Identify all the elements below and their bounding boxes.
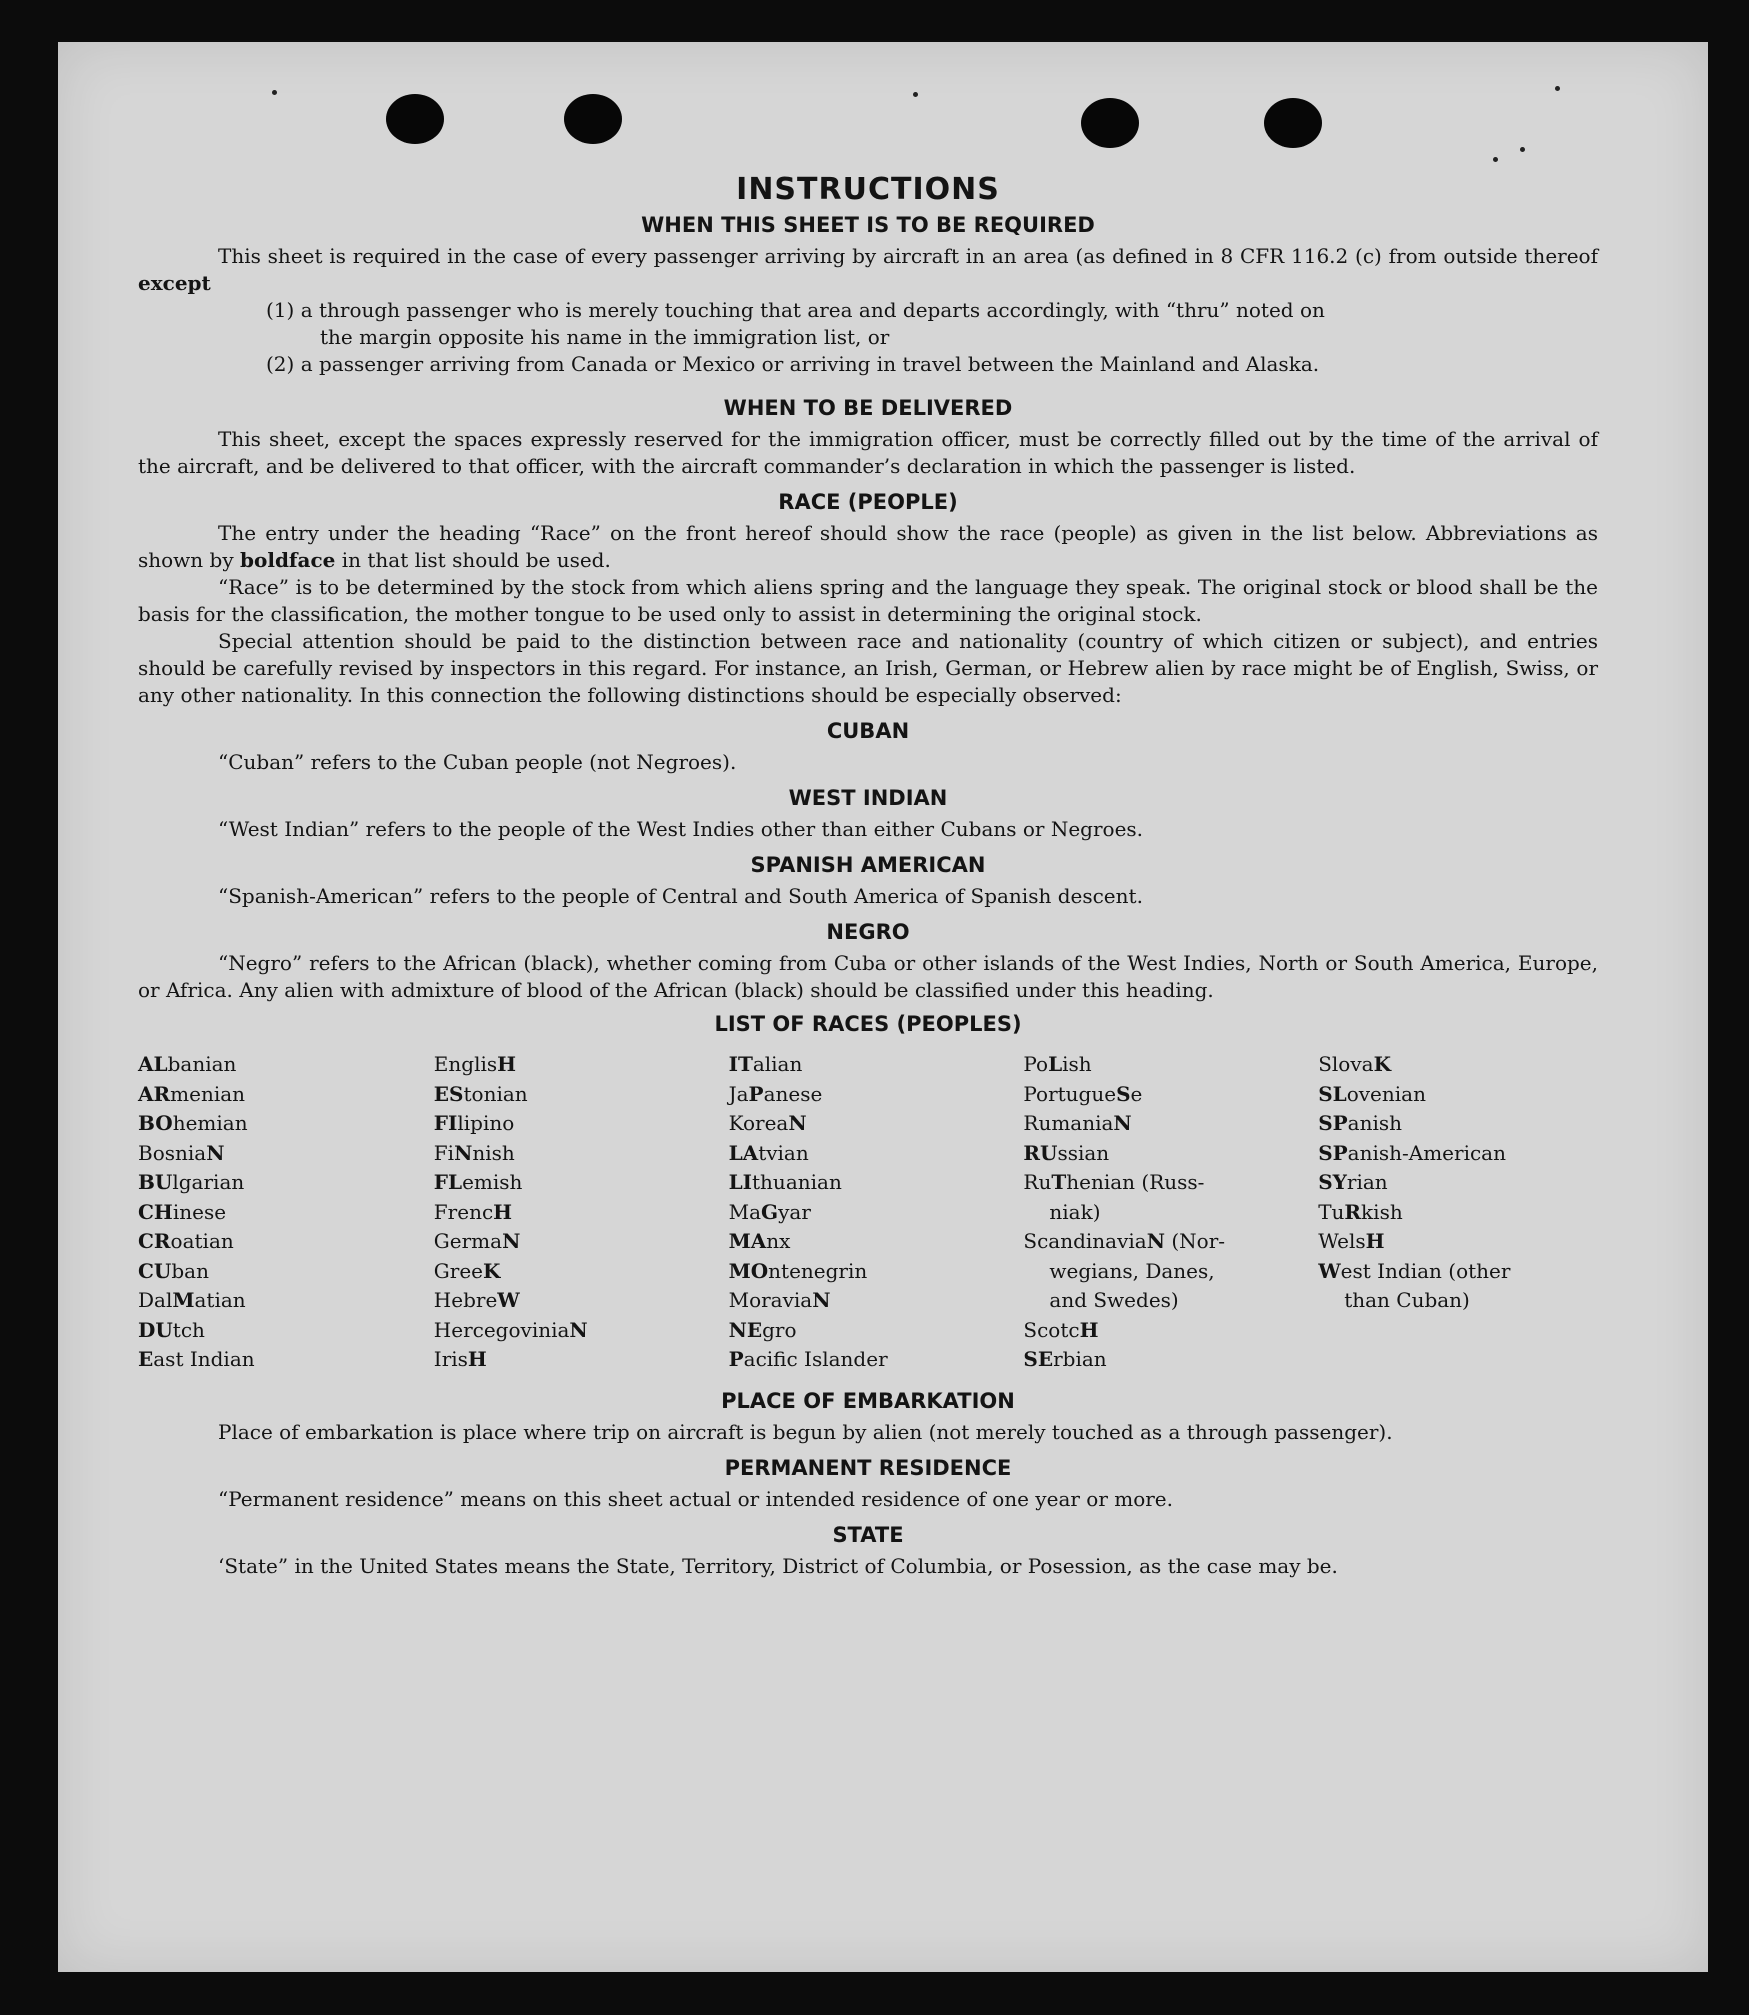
section-heading-negro: NEGRO	[826, 920, 910, 944]
dust-speck	[1520, 147, 1525, 152]
dust-speck	[272, 90, 277, 95]
race-text: est Indian (other	[1340, 1258, 1511, 1283]
race-abbrev: DU	[138, 1317, 173, 1342]
race-text: Portugue	[1023, 1081, 1117, 1106]
race-text: Tu	[1318, 1199, 1345, 1224]
race-abbrev: N	[569, 1317, 588, 1342]
race-p1-end: in that list should be used.	[335, 548, 611, 572]
race-abbrev: MA	[728, 1229, 767, 1253]
race-text: Gree	[433, 1258, 484, 1283]
race-entry	[1318, 1227, 1598, 1257]
section-heading-west-indian: WEST INDIAN	[788, 786, 948, 810]
race-entry	[138, 1198, 434, 1228]
race-text: anish	[1347, 1111, 1403, 1135]
punch-hole	[1081, 98, 1139, 148]
race-entry	[1023, 1286, 1318, 1316]
races-list	[138, 1050, 1598, 1375]
race-text: thuanian	[752, 1170, 842, 1194]
race-text: ish	[1062, 1052, 1092, 1076]
race-text: Frenc	[433, 1199, 494, 1224]
instructions-content	[138, 172, 1598, 1580]
race-text: Ru	[1023, 1170, 1052, 1194]
race-entry	[1318, 1257, 1598, 1287]
race-abbrev: H	[467, 1347, 487, 1371]
race-column	[1023, 1050, 1318, 1375]
race-abbrev: AR	[138, 1081, 171, 1106]
race-entry	[434, 1080, 729, 1110]
punch-hole	[1264, 98, 1322, 148]
section-heading-spanish-american: SPANISH AMERICAN	[750, 853, 986, 877]
race-entry	[729, 1227, 1024, 1257]
section-heading-race: RACE (PEOPLE)	[778, 490, 958, 514]
race-abbrev: CH	[138, 1199, 173, 1224]
race-text: Iris	[433, 1347, 468, 1371]
race-entry	[138, 1227, 434, 1257]
race-entry	[434, 1257, 729, 1287]
section-heading-cuban: CUBAN	[826, 719, 910, 743]
race-entry	[729, 1050, 1024, 1080]
race-text: acific Islander	[743, 1347, 888, 1371]
race-entry	[1318, 1198, 1598, 1228]
race-paragraph-2: “Race” is to be determined by the stock from which aliens spring and the language they speak. The original stock or blood shall be the basis for the classification, the mother tongue to be used only to assist in determining the original stock.	[138, 575, 1598, 626]
race-entry	[138, 1080, 434, 1110]
race-entry	[434, 1168, 729, 1198]
race-p1-text: The entry under the heading “Race” on the front hereof should show the race (people) as given in the list below. Abbreviations as shown by	[138, 521, 1598, 572]
race-text: wegians, Danes,	[1049, 1258, 1215, 1283]
race-text: Bosnia	[138, 1140, 207, 1165]
list-of-races-heading: LIST OF RACES (PEOPLES)	[714, 1012, 1022, 1036]
section-heading-embarkation: PLACE OF EMBARKATION	[721, 1388, 1015, 1413]
race-text: ast Indian	[153, 1347, 255, 1371]
race-abbrev: H	[1079, 1317, 1099, 1342]
race-entry	[1318, 1139, 1598, 1169]
state-paragraph: ‘State” in the United States means the State, Territory, District of Columbia, or Posession, as the case may be.	[218, 1553, 1338, 1578]
required-paragraph	[138, 243, 1598, 297]
race-entry	[138, 1139, 434, 1169]
race-text: rian	[1346, 1170, 1388, 1194]
race-entry	[434, 1198, 729, 1228]
race-abbrev: N	[1113, 1111, 1132, 1135]
except-bold: except	[138, 271, 211, 295]
race-entry	[729, 1316, 1024, 1346]
race-text: Slova	[1318, 1052, 1374, 1076]
race-abbrev: SL	[1318, 1081, 1347, 1106]
race-text: lgarian	[172, 1170, 245, 1194]
race-abbrev: FI	[433, 1111, 458, 1135]
race-abbrev: IT	[728, 1052, 753, 1076]
dust-speck	[1493, 157, 1498, 162]
race-text: Korea	[728, 1111, 789, 1135]
race-entry	[138, 1345, 434, 1375]
race-abbrev: S	[1116, 1081, 1131, 1106]
race-abbrev: M	[172, 1288, 195, 1312]
race-text: Po	[1023, 1052, 1049, 1076]
race-text: hemian	[172, 1111, 248, 1135]
race-text: Englis	[433, 1052, 498, 1076]
race-entry	[1318, 1286, 1598, 1316]
race-text: alian	[752, 1052, 803, 1076]
race-text: Ja	[728, 1081, 749, 1106]
negro-paragraph: “Negro” refers to the African (black), whether coming from Cuba or other islands of the West Indies, North or South America, Europe, or Africa. Any alien with admixture of blood of the African (black) should be classified under this heading.	[138, 951, 1598, 1002]
race-abbrev: BU	[138, 1170, 173, 1194]
race-entry	[1318, 1109, 1598, 1139]
race-text: Wels	[1318, 1229, 1366, 1253]
race-abbrev: W	[1318, 1258, 1341, 1283]
race-entry	[434, 1227, 729, 1257]
race-entry	[729, 1257, 1024, 1287]
race-paragraph-1	[138, 520, 1598, 574]
race-abbrev: K	[483, 1258, 501, 1283]
west-indian-paragraph: “West Indian” refers to the people of the West Indies other than either Cubans or Negroes.	[218, 817, 1144, 841]
dust-speck	[913, 92, 918, 97]
exception-2-text: (2) a passenger arriving from Canada or Mexico or arriving in travel between the Mainland and Alaska.	[266, 352, 1320, 376]
race-abbrev: SP	[1318, 1140, 1348, 1165]
race-text: kish	[1361, 1199, 1403, 1224]
race-text: henian (Russ-	[1066, 1170, 1205, 1194]
punch-hole	[564, 94, 622, 144]
race-entry	[729, 1345, 1024, 1375]
exception-item-2	[138, 351, 1598, 378]
race-text: tch	[172, 1317, 205, 1342]
race-text: ntenegrin	[768, 1258, 868, 1283]
race-column	[729, 1050, 1024, 1375]
race-entry	[1023, 1227, 1318, 1257]
residence-paragraph: “Permanent residence” means on this sheet actual or intended residence of one year or more.	[218, 1486, 1173, 1511]
race-abbrev: NE	[728, 1317, 763, 1342]
race-entry	[434, 1316, 729, 1346]
race-text: banian	[167, 1052, 237, 1076]
exception-1-text: (1) a through passenger who is merely touching that area and departs accordingly, with “thru” noted on	[266, 298, 1325, 322]
race-text: tvian	[758, 1140, 809, 1165]
race-entry	[138, 1257, 434, 1287]
race-entry	[138, 1316, 434, 1346]
race-abbrev: MO	[728, 1258, 769, 1283]
race-text: oatian	[170, 1229, 234, 1253]
exception-item-1	[138, 297, 1598, 324]
race-text: emish	[462, 1170, 523, 1194]
race-abbrev: N	[454, 1140, 473, 1165]
race-entry	[434, 1050, 729, 1080]
race-abbrev: CU	[138, 1258, 172, 1283]
page-title: INSTRUCTIONS	[736, 172, 1000, 207]
race-entry	[1318, 1080, 1598, 1110]
race-text: ban	[171, 1258, 209, 1283]
race-text: Fi	[433, 1140, 455, 1165]
race-abbrev: W	[497, 1288, 520, 1312]
race-entry	[434, 1345, 729, 1375]
race-abbrev: T	[1051, 1170, 1067, 1194]
race-entry	[138, 1286, 434, 1316]
race-text: tonian	[463, 1081, 528, 1106]
race-text: and Swedes)	[1049, 1288, 1179, 1312]
race-text: ovenian	[1346, 1081, 1426, 1106]
race-abbrev: R	[1344, 1199, 1362, 1224]
race-text: anish-American	[1347, 1140, 1506, 1165]
race-entry	[1318, 1168, 1598, 1198]
race-abbrev: FL	[433, 1170, 463, 1194]
race-column	[138, 1050, 434, 1375]
race-entry	[1023, 1139, 1318, 1169]
race-text: (Nor-	[1165, 1229, 1226, 1253]
race-column	[434, 1050, 729, 1375]
race-entry	[434, 1139, 729, 1169]
race-entry	[729, 1080, 1024, 1110]
race-text: nx	[766, 1229, 791, 1253]
race-abbrev: P	[748, 1081, 764, 1106]
race-entry	[729, 1198, 1024, 1228]
race-abbrev: LA	[728, 1140, 759, 1165]
race-entry	[1023, 1257, 1318, 1287]
race-abbrev: H	[497, 1052, 517, 1076]
embarkation-paragraph: Place of embarkation is place where trip on aircraft is begun by alien (not merely touched as a through passenger).	[218, 1419, 1393, 1444]
race-entry	[138, 1050, 434, 1080]
race-entry	[1023, 1080, 1318, 1110]
race-text: Hercegovinia	[433, 1317, 570, 1342]
race-abbrev: LI	[728, 1170, 753, 1194]
race-text: inese	[172, 1199, 227, 1224]
race-entry	[729, 1286, 1024, 1316]
race-text: e	[1130, 1081, 1143, 1106]
punch-hole	[386, 94, 444, 144]
race-column	[1318, 1050, 1598, 1375]
race-text: Moravia	[728, 1288, 813, 1312]
race-entry	[729, 1168, 1024, 1198]
race-abbrev: SE	[1023, 1347, 1054, 1371]
race-entry	[138, 1109, 434, 1139]
race-entry	[729, 1139, 1024, 1169]
race-text: anese	[763, 1081, 823, 1106]
race-abbrev: SY	[1318, 1170, 1347, 1194]
dust-speck	[1555, 86, 1560, 91]
race-abbrev: G	[761, 1199, 779, 1224]
race-paragraph-3: Special attention should be paid to the distinction between race and nationality (country of which citizen or subject), and entries should be carefully revised by inspectors in this regard. For instance, an Irish, German, or Hebrew alien by race might be of English, Swiss, or any other nationality. In this connection the following distinctions should be especially observed:	[138, 629, 1598, 707]
section-heading-delivered: WHEN TO BE DELIVERED	[723, 396, 1013, 420]
race-abbrev: N	[788, 1111, 807, 1135]
race-text: Scotc	[1023, 1317, 1080, 1342]
race-abbrev: K	[1373, 1052, 1391, 1076]
race-entry	[1023, 1168, 1318, 1198]
race-text: ssian	[1057, 1140, 1110, 1165]
race-text: Hebre	[433, 1288, 498, 1312]
race-entry	[1023, 1050, 1318, 1080]
race-abbrev: N	[1146, 1229, 1166, 1253]
race-text: gro	[762, 1317, 797, 1342]
boldface-word: boldface	[240, 548, 336, 572]
section-heading-required: WHEN THIS SHEET IS TO BE REQUIRED	[641, 213, 1095, 237]
delivered-paragraph: This sheet, except the spaces expressly reserved for the immigration officer, must be correctly filled out by the time of the arrival of the aircraft, and be delivered to that officer, with the aircraft commander’s declaration in which the passenger is listed.	[138, 427, 1598, 478]
section-heading-state: STATE	[832, 1522, 904, 1547]
race-text: Germa	[433, 1229, 503, 1253]
race-abbrev: CR	[138, 1229, 171, 1253]
race-abbrev: N	[206, 1140, 225, 1165]
race-text: niak)	[1049, 1199, 1101, 1224]
race-entry	[1023, 1198, 1318, 1228]
race-text: rbian	[1053, 1347, 1107, 1371]
race-text: menian	[170, 1081, 246, 1106]
race-abbrev: RU	[1023, 1140, 1058, 1165]
race-abbrev: P	[728, 1347, 744, 1371]
race-text: atian	[194, 1288, 246, 1312]
race-text: Ma	[728, 1199, 761, 1224]
race-abbrev: E	[138, 1347, 154, 1371]
spanish-american-paragraph: “Spanish-American” refers to the people of Central and South America of Spanish descent.	[218, 884, 1143, 908]
race-abbrev: SP	[1318, 1111, 1348, 1135]
race-abbrev: H	[493, 1199, 513, 1224]
race-entry	[138, 1168, 434, 1198]
required-text: This sheet is required in the case of every passenger arriving by aircraft in an area (as defined in 8 CFR 116.2 (c) from outside thereof	[218, 244, 1598, 268]
race-text: Scandinavia	[1023, 1229, 1147, 1253]
race-entry	[434, 1109, 729, 1139]
document-page	[58, 42, 1708, 1972]
section-heading-residence: PERMANENT RESIDENCE	[724, 1455, 1012, 1480]
race-abbrev: L	[1048, 1052, 1063, 1076]
race-abbrev: ES	[433, 1081, 464, 1106]
race-text: nish	[472, 1140, 515, 1165]
race-text: Dal	[138, 1288, 173, 1312]
exception-item-1-cont	[138, 324, 1598, 351]
race-text: than Cuban)	[1344, 1288, 1470, 1312]
race-text: lipino	[457, 1111, 515, 1135]
race-entry	[1318, 1050, 1598, 1080]
race-entry	[729, 1109, 1024, 1139]
race-abbrev: AL	[138, 1052, 168, 1076]
cuban-paragraph: “Cuban” refers to the Cuban people (not Negroes).	[218, 750, 737, 774]
race-entry	[1023, 1316, 1318, 1346]
race-abbrev: BO	[138, 1111, 173, 1135]
race-text: Rumania	[1023, 1111, 1114, 1135]
race-abbrev: N	[812, 1288, 831, 1312]
race-text: yar	[778, 1199, 811, 1224]
race-entry	[1023, 1109, 1318, 1139]
race-entry	[1023, 1345, 1318, 1375]
race-abbrev: H	[1365, 1229, 1385, 1253]
race-entry	[434, 1286, 729, 1316]
exception-1-cont-text: the margin opposite his name in the immigration list, or	[320, 325, 890, 349]
race-abbrev: N	[502, 1229, 521, 1253]
